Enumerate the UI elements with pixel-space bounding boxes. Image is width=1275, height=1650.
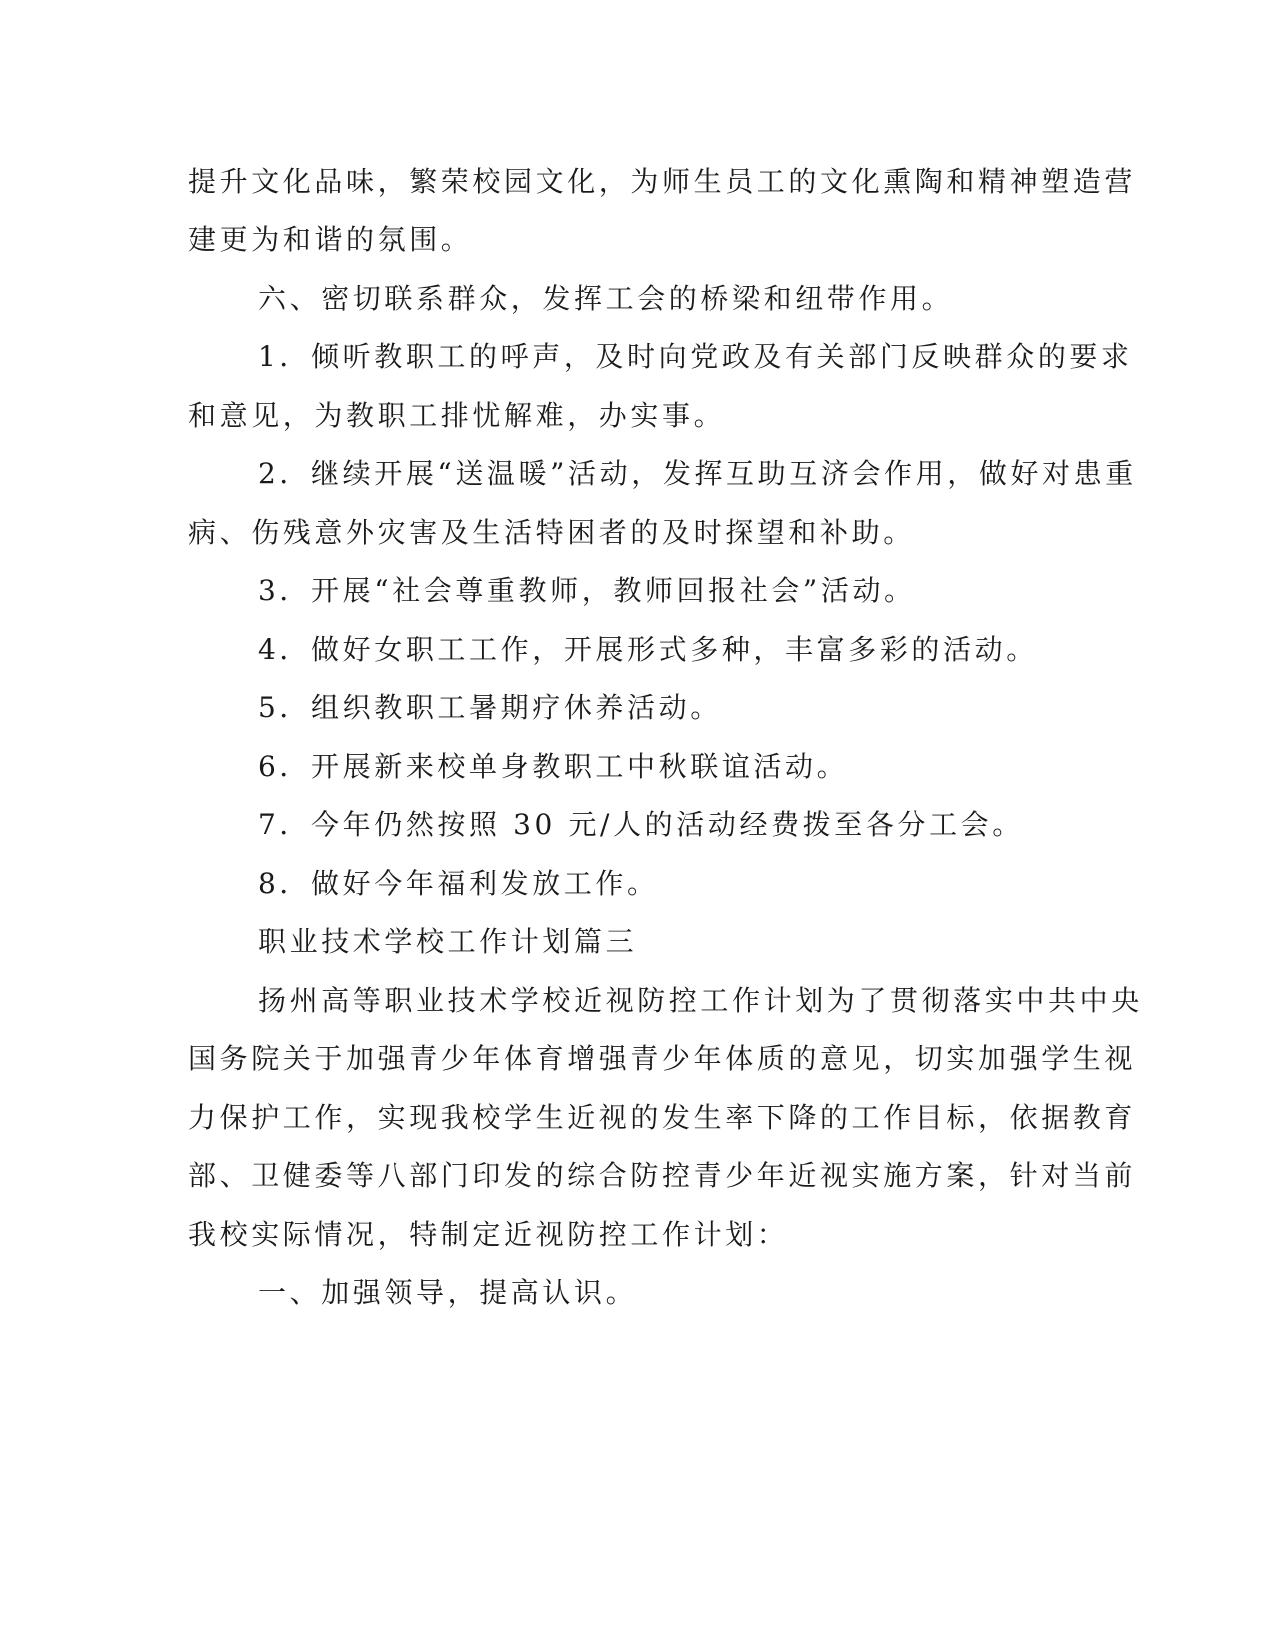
list-item: 2．继续开展“送温暖”活动，发挥互助互济会作用，做好对患重	[258, 457, 1137, 490]
list-item: 1．倾听教职工的呼声，及时向党政及有关部门反映群众的要求	[258, 340, 1133, 373]
section-heading: 一、加强领导，提高认识。	[258, 1276, 638, 1309]
paragraph-line: 国务院关于加强青少年体育增强青少年体质的意见，切实加强学生视	[188, 1042, 1137, 1075]
paragraph-line: 扬州高等职业技术学校近视防控工作计划为了贯彻落实中共中央	[258, 984, 1143, 1017]
list-item: 3．开展“社会尊重教师，教师回报社会”活动。	[258, 574, 916, 607]
paragraph-line: 部、卫健委等八部门印发的综合防控青少年近视实施方案，针对当前	[188, 1159, 1137, 1192]
section-heading: 六、密切联系群众，发挥工会的桥梁和纽带作用。	[258, 282, 954, 315]
section-title: 职业技术学校工作计划篇三	[258, 925, 638, 958]
paragraph-line: 建更为和谐的氛围。	[188, 223, 473, 256]
paragraph-line: 力保护工作，实现我校学生近视的发生率下降的工作目标，依据教育	[188, 1101, 1137, 1134]
paragraph-line: 我校实际情况，特制定近视防控工作计划：	[188, 1218, 789, 1251]
list-item: 8．做好今年福利发放工作。	[258, 867, 659, 900]
list-item: 6．开展新来校单身教职工中秋联谊活动。	[258, 750, 849, 783]
list-item: 7．今年仍然按照 30 元/人的活动经费拨至各分工会。	[258, 808, 1024, 841]
paragraph-line: 病、伤残意外灾害及生活特困者的及时探望和补助。	[188, 516, 915, 549]
list-item: 4．做好女职工工作，开展形式多种，丰富多彩的活动。	[258, 633, 1038, 666]
paragraph-line: 和意见，为教职工排忧解难，办实事。	[188, 399, 726, 432]
list-item: 5．组织教职工暑期疗休养活动。	[258, 691, 722, 724]
paragraph-line: 提升文化品味，繁荣校园文化，为师生员工的文化熏陶和精神塑造营	[188, 165, 1137, 198]
